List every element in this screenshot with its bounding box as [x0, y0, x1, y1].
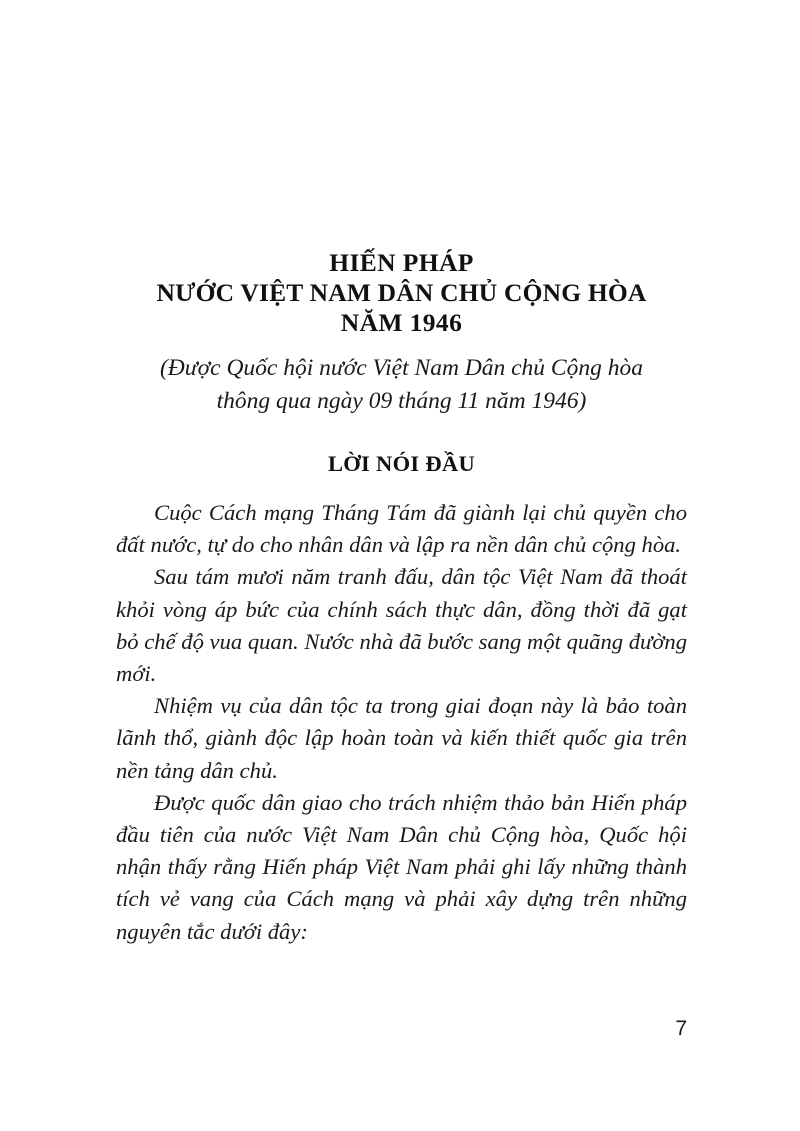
document-title-line-2: NƯỚC VIỆT NAM DÂN CHỦ CỘNG HÒA	[156, 278, 647, 307]
document-subtitle-line-1: (Được Quốc hội nước Việt Nam Dân chủ Cộng hòa	[159, 355, 643, 381]
document-title-block	[116, 0, 687, 338]
document-title-line-1: HIẾN PHÁP	[329, 248, 474, 277]
section-heading-preamble: LỜI NÓI ĐẦU	[327, 451, 476, 476]
document-body	[116, 497, 687, 948]
document-subtitle-line-2: thông qua ngày 09 tháng 11 năm 1946)	[216, 388, 587, 414]
page-content	[116, 0, 687, 1040]
document-subtitle	[116, 352, 687, 418]
body-paragraph: Nhiệm vụ của dân tộc ta trong giai đoạn này là bảo toàn lãnh thổ, giành độc lập hoàn toàn và kiến thiết quốc gia trên nền tảng dân chủ.	[116, 693, 687, 783]
document-title-line-3: NĂM 1946	[340, 308, 463, 337]
page-number: 7	[675, 1017, 687, 1040]
body-paragraph: Được quốc dân giao cho trách nhiệm thảo bản Hiến pháp đầu tiên của nước Việt Nam Dân chủ Cộng hòa, Quốc hội nhận thấy rằng Hiến pháp Việt Nam phải ghi lấy những thành tích vẻ vang của Cách mạng và phải xây dựng trên những nguyên tắc dưới đây:	[116, 789, 687, 944]
body-paragraph: Sau tám mươi năm tranh đấu, dân tộc Việt Nam đã thoát khỏi vòng áp bức của chính sách thực dân, đồng thời đã gạt bỏ chế độ vua quan. Nước nhà đã bước sang một quãng đường mới.	[116, 564, 687, 687]
body-paragraph: Cuộc Cách mạng Tháng Tám đã giành lại chủ quyền cho đất nước, tự do cho nhân dân và lập ra nền dân chủ cộng hòa.	[116, 500, 687, 558]
